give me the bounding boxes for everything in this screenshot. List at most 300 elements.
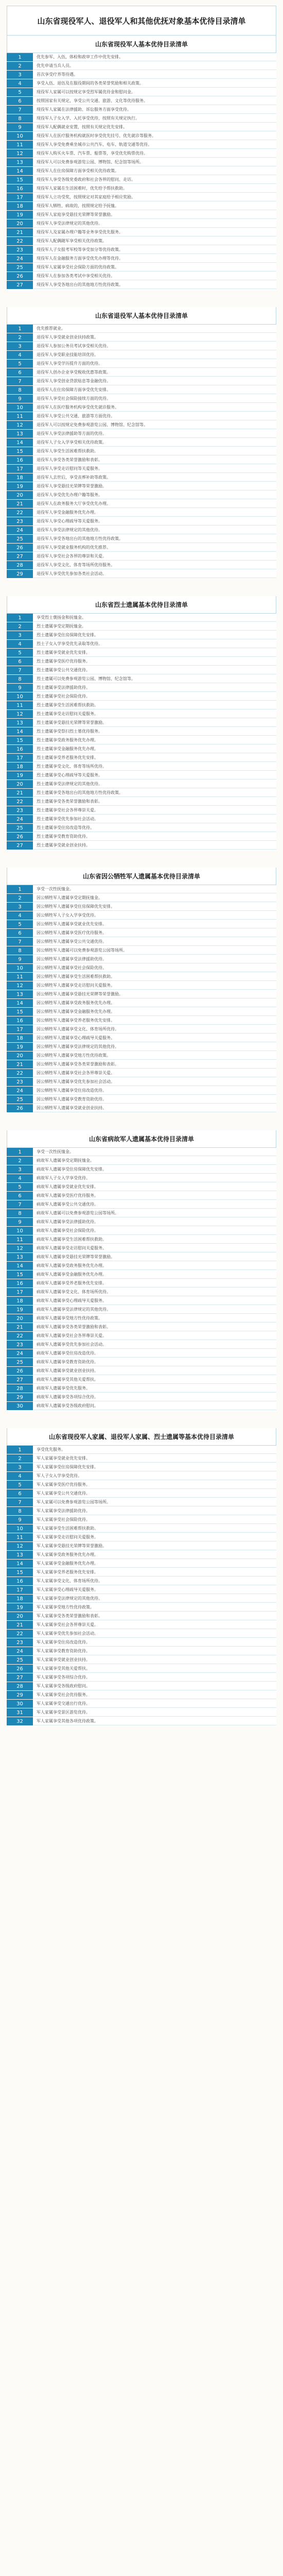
- list-item: [7, 202, 276, 211]
- item-text: 病故军人遗属享受定期抚恤金。: [33, 1157, 276, 1165]
- item-text: 因公牺牲军人遗属享受就业创业扶持。: [33, 1104, 276, 1112]
- item-number: 32: [7, 1717, 33, 1725]
- item-number: 2: [7, 1454, 33, 1463]
- item-text: 现役军人享受各级党委政府和社会各界的慰问、走访。: [33, 176, 276, 184]
- item-number: 6: [7, 657, 33, 666]
- item-text: 因公牺牲军人遗属享受就业优先安排。: [33, 920, 276, 928]
- item-number: 6: [7, 1489, 33, 1498]
- item-number: 25: [7, 1095, 33, 1104]
- item-number: 18: [7, 1595, 33, 1603]
- item-number: 4: [7, 911, 33, 920]
- list-item: [7, 1402, 276, 1411]
- list-item: [7, 1244, 276, 1253]
- item-number: 25: [7, 535, 33, 543]
- item-text: 病故军人遗属享受住房保障优先安排。: [33, 1165, 276, 1174]
- item-number: 27: [7, 281, 33, 289]
- item-text: 军人家属享受医疗优待服务。: [33, 1481, 276, 1489]
- item-number: 21: [7, 228, 33, 236]
- item-number: 20: [7, 1612, 33, 1620]
- item-number: 26: [7, 1665, 33, 1673]
- item-text: 现役军人家属在法律援助、诉讼服务方面享受优待。: [33, 106, 276, 114]
- list-item: [7, 885, 276, 894]
- item-number: 13: [7, 1551, 33, 1559]
- item-text: 烈士遗属享受优先参加社会活动。: [33, 815, 276, 823]
- list-item: [7, 736, 276, 745]
- item-text: 军人家属享受生活困难帮扶救助。: [33, 1524, 276, 1533]
- item-number: 10: [7, 403, 33, 412]
- list-item: [7, 193, 276, 202]
- list-item: [7, 1262, 276, 1270]
- item-text: 退役军人去世后，享受丧葬补助等政策。: [33, 473, 276, 482]
- item-number: 23: [7, 806, 33, 815]
- list-item: [7, 780, 276, 789]
- item-number: 8: [7, 675, 33, 683]
- item-number: 23: [7, 1341, 33, 1349]
- item-number: 5: [7, 649, 33, 657]
- list-item: [7, 815, 276, 824]
- list-item: [7, 727, 276, 736]
- section-gap: [7, 1411, 276, 1428]
- item-number: 9: [7, 955, 33, 963]
- item-text: 病故军人遗属享受住房改造优待。: [33, 1349, 276, 1358]
- section-title: 山东省烈士遗属基本优待目录清单: [7, 596, 276, 614]
- item-number: 13: [7, 430, 33, 438]
- list-item: [7, 903, 276, 911]
- item-number: 6: [7, 1192, 33, 1200]
- item-number: 26: [7, 833, 33, 841]
- item-number: 3: [7, 1165, 33, 1174]
- item-text: 病故军人遗属享受生活困难帮扶救助。: [33, 1235, 276, 1244]
- item-text: 因公牺牲军人遗属享受地方性优待政策。: [33, 1052, 276, 1060]
- item-number: 12: [7, 1244, 33, 1252]
- item-text: 因公牺牲军人遗属享受住房保障优先安排。: [33, 903, 276, 911]
- item-text: 现役军人家属享受社会保险方面的优待政策。: [33, 263, 276, 272]
- section-gap: [7, 290, 276, 307]
- item-number: 21: [7, 1323, 33, 1331]
- list-item: [7, 561, 276, 570]
- item-text: 因公牺牲军人遗属享受金融服务优先办理。: [33, 1008, 276, 1016]
- list-item: [7, 272, 276, 281]
- item-number: 20: [7, 219, 33, 228]
- list-item: [7, 1691, 276, 1700]
- list-item: [7, 88, 276, 97]
- sections-container: [7, 36, 276, 1726]
- item-number: 9: [7, 1218, 33, 1226]
- list-item: [7, 745, 276, 754]
- item-number: 27: [7, 841, 33, 850]
- list-item: [7, 824, 276, 833]
- item-number: 29: [7, 1691, 33, 1699]
- list-item: [7, 62, 276, 71]
- item-number: 13: [7, 719, 33, 727]
- list-item: [7, 1638, 276, 1647]
- list-item: [7, 1463, 276, 1472]
- list-item: [7, 710, 276, 719]
- item-text: 现役军人及家属办理户籍等业务享受优先服务。: [33, 228, 276, 236]
- list-item: [7, 1533, 276, 1542]
- list-item: [7, 1717, 276, 1726]
- item-text: 退役军人可以按规定免费参观游览公园、博物馆、纪念馆等。: [33, 421, 276, 429]
- item-number: 25: [7, 1656, 33, 1664]
- item-text: 因公牺牲军人遗属享受悬挂光荣牌等荣誉激励。: [33, 990, 276, 998]
- list-item: [7, 211, 276, 219]
- item-text: 病故军人遗属享受社会保险优待。: [33, 1227, 276, 1235]
- list-item: [7, 981, 276, 990]
- list-item: [7, 1060, 276, 1069]
- item-text: 现役军人享受免费乘坐城市公共汽车、电车、轨道交通等优待。: [33, 141, 276, 149]
- list-item: [7, 1682, 276, 1691]
- list-item: [7, 1507, 276, 1516]
- item-text: 享受一次性抚恤金。: [33, 885, 276, 893]
- item-text: 享受优先服务。: [33, 1446, 276, 1454]
- item-text: 病故军人遗属享受各项综合优待。: [33, 1393, 276, 1401]
- item-number: 3: [7, 903, 33, 911]
- list-item: [7, 517, 276, 526]
- list-item: [7, 1200, 276, 1209]
- list-item: [7, 421, 276, 430]
- item-text: 退役军人享受优先参加各类社会活动。: [33, 570, 276, 578]
- item-number: 4: [7, 1472, 33, 1480]
- item-number: 15: [7, 176, 33, 184]
- list-item: [7, 1612, 276, 1621]
- item-number: 22: [7, 1069, 33, 1077]
- item-number: 18: [7, 473, 33, 482]
- item-text: 首次享受疗养等待遇。: [33, 71, 276, 79]
- list-item: [7, 184, 276, 193]
- item-text: 病故军人遗属享受文化、体育场所优待。: [33, 1288, 276, 1296]
- item-number: 14: [7, 1262, 33, 1270]
- item-number: 20: [7, 1314, 33, 1323]
- item-number: 12: [7, 149, 33, 158]
- list-item: [7, 1078, 276, 1087]
- item-text: 退役军人享受优先办理户籍等服务。: [33, 491, 276, 499]
- item-text: 烈士遗属享受各类荣誉激励和表彰。: [33, 798, 276, 806]
- item-number: 2: [7, 622, 33, 631]
- item-number: 1: [7, 325, 33, 333]
- item-number: 16: [7, 456, 33, 464]
- item-text: 现役军人家庭享受悬挂光荣牌等荣誉激励。: [33, 211, 276, 219]
- list-item: [7, 333, 276, 342]
- item-number: 10: [7, 692, 33, 701]
- item-text: 退役军人在政务服务大厅享受优先办理。: [33, 500, 276, 508]
- item-text: 退役军人享受就业创业扶持政策。: [33, 333, 276, 342]
- item-number: 18: [7, 1034, 33, 1042]
- item-text: 现役军人享受法律规定的其他优待。: [33, 219, 276, 228]
- item-number: 1: [7, 1148, 33, 1156]
- item-number: 2: [7, 333, 33, 342]
- list-item: [7, 1052, 276, 1060]
- item-number: 5: [7, 1481, 33, 1489]
- item-text: 因公牺牲军人遗属享受法律援助优待。: [33, 955, 276, 963]
- item-number: 17: [7, 193, 33, 201]
- item-number: 9: [7, 684, 33, 692]
- item-text: 烈士遗属享受走访慰问关爱服务。: [33, 710, 276, 718]
- item-number: 20: [7, 1052, 33, 1060]
- list-item: [7, 1586, 276, 1595]
- item-text: 因公牺牲军人遗属享受法律规定的其他优待。: [33, 1043, 276, 1051]
- list-item: [7, 1708, 276, 1717]
- list-item: [7, 1647, 276, 1656]
- list-item: [7, 1542, 276, 1551]
- item-text: 军人家属享受社会各界尊崇关爱。: [33, 1621, 276, 1629]
- list-item: [7, 1016, 276, 1025]
- item-text: 因公牺牲军人遗属享受各类荣誉激励和表彰。: [33, 1060, 276, 1069]
- list-item: [7, 1165, 276, 1174]
- item-text: 病故军人遗属享受公共交通优待。: [33, 1200, 276, 1209]
- item-number: 30: [7, 1700, 33, 1708]
- item-number: 17: [7, 465, 33, 473]
- item-text: 现役军人子女报考军校等享受加分等优待政策。: [33, 246, 276, 254]
- item-number: 26: [7, 272, 33, 280]
- item-text: 烈士遗属享受医疗优待服务。: [33, 657, 276, 666]
- list-item: [7, 1568, 276, 1577]
- item-number: 12: [7, 1542, 33, 1550]
- item-number: 27: [7, 1673, 33, 1682]
- list-item: [7, 1577, 276, 1586]
- item-text: 军人家属享受就业优先安排。: [33, 1454, 276, 1463]
- list-item: [7, 106, 276, 114]
- item-text: 军人家属享受各类荣誉激励和表彰。: [33, 1612, 276, 1620]
- item-number: 15: [7, 1008, 33, 1016]
- item-text: 现役军人享受各地出台的其他地方性优待政策。: [33, 281, 276, 289]
- item-number: 7: [7, 377, 33, 385]
- list-item: [7, 263, 276, 272]
- item-number: 12: [7, 710, 33, 718]
- item-number: 26: [7, 1104, 33, 1112]
- item-text: 烈士遗属享受住房保障优先安排。: [33, 631, 276, 639]
- item-number: 26: [7, 1367, 33, 1375]
- list-item: [7, 1673, 276, 1682]
- page-title: 山东省现役军人、退役军人和其他优抚对象基本优待目录清单: [7, 6, 276, 36]
- item-text: 现役军人配偶就业安置，按照有关规定优先安排。: [33, 123, 276, 131]
- list-item: [7, 771, 276, 780]
- item-text: 退役军人享受就业服务机构的优先推荐。: [33, 544, 276, 552]
- item-number: 14: [7, 1560, 33, 1568]
- item-number: 12: [7, 981, 33, 990]
- list-item: [7, 132, 276, 141]
- list-item: [7, 1367, 276, 1376]
- list-item: [7, 990, 276, 999]
- list-item: [7, 798, 276, 806]
- item-text: 病故军人遗属享受优先服务。: [33, 1384, 276, 1393]
- item-number: 4: [7, 1174, 33, 1182]
- list-item: [7, 228, 276, 237]
- item-number: 17: [7, 754, 33, 762]
- item-number: 2: [7, 1157, 33, 1165]
- item-text: 军人家属享受就业创业扶持。: [33, 1656, 276, 1664]
- list-item: [7, 526, 276, 535]
- list-section: [7, 1428, 276, 1726]
- item-text: 退役军人享受职业技能培训优待。: [33, 351, 276, 359]
- item-number: 10: [7, 132, 33, 140]
- list-item: [7, 833, 276, 841]
- item-number: 11: [7, 141, 33, 149]
- list-item: [7, 167, 276, 176]
- item-text: 烈士遗属享受各地出台的其他地方性优待政策。: [33, 789, 276, 797]
- item-number: 11: [7, 412, 33, 420]
- list-item: [7, 473, 276, 482]
- item-text: 军人家属享受社会优待服务。: [33, 1691, 276, 1699]
- item-text: 烈士遗属享受祭扫烈士墓优待服务。: [33, 727, 276, 736]
- item-text: 病故军人遗属享受各类荣誉激励和表彰。: [33, 1323, 276, 1331]
- item-text: 退役军人享受心理疏导等关爱服务。: [33, 517, 276, 526]
- list-item: [7, 1095, 276, 1104]
- item-number: 21: [7, 1060, 33, 1069]
- item-text: 烈士遗属享受法律规定的其他优待。: [33, 780, 276, 788]
- item-text: 因公牺牲军人遗属享受公共交通优待。: [33, 938, 276, 946]
- item-text: 退役军人享受各地出台的其他地方性优待政策。: [33, 535, 276, 543]
- item-text: 烈士遗属享受社会各界尊崇关爱。: [33, 806, 276, 815]
- item-number: 29: [7, 570, 33, 578]
- list-item: [7, 1665, 276, 1673]
- item-number: 12: [7, 421, 33, 429]
- item-text: 军人家属享受其他各项优待政策。: [33, 1717, 276, 1725]
- item-text: 病故军人遗属享受地方性优待政策。: [33, 1314, 276, 1323]
- item-number: 1: [7, 1446, 33, 1454]
- item-number: 9: [7, 395, 33, 403]
- item-number: 5: [7, 360, 33, 368]
- list-section: [7, 1130, 276, 1411]
- item-text: 退役军人享受走访慰问等关爱服务。: [33, 465, 276, 473]
- item-number: 29: [7, 1393, 33, 1401]
- item-number: 19: [7, 1603, 33, 1612]
- item-number: 18: [7, 762, 33, 771]
- item-number: 28: [7, 1682, 33, 1690]
- item-number: 16: [7, 1279, 33, 1287]
- item-text: 烈士遗属享受社会保险优待。: [33, 692, 276, 701]
- item-text: 退役军人子女入学享受相关优待政策。: [33, 438, 276, 447]
- item-text: 优先推荐就业。: [33, 325, 276, 333]
- list-item: [7, 1043, 276, 1052]
- item-text: 因公牺牲军人遗属享受定期抚恤金。: [33, 894, 276, 902]
- item-number: 19: [7, 1306, 33, 1314]
- item-text: 现役军人购买火车票、汽车票、船票等，享受优先购票优待。: [33, 149, 276, 158]
- item-number: 19: [7, 211, 33, 219]
- item-number: 11: [7, 1235, 33, 1244]
- item-number: 20: [7, 780, 33, 788]
- item-number: 25: [7, 1358, 33, 1366]
- item-text: 军人家属享受政务服务优先办理。: [33, 1551, 276, 1559]
- item-text: 退役军人参加公务员考试享受相关优待。: [33, 342, 276, 350]
- list-item: [7, 1034, 276, 1043]
- list-item: [7, 1454, 276, 1463]
- item-text: 现役军人家属可以按规定享受烈军属优待金和慰问金。: [33, 88, 276, 96]
- item-text: 因公牺牲军人遗属可以免费参观游览公园等场所。: [33, 946, 276, 955]
- item-text: 因公牺牲军人遗属享受文化、体育场所优待。: [33, 1025, 276, 1033]
- section-gap: [7, 579, 276, 596]
- section-title: 山东省退役军人基本优待目录清单: [7, 307, 276, 325]
- item-text: 烈士遗属享受公共交通优待。: [33, 666, 276, 674]
- item-text: 烈士遗属享受住房改造等优待。: [33, 824, 276, 832]
- section-gap: [7, 1113, 276, 1130]
- item-text: 现役军人可以免费参观游览公园、博物馆、纪念馆等场所。: [33, 158, 276, 166]
- item-number: 11: [7, 973, 33, 981]
- list-item: [7, 1227, 276, 1235]
- list-item: [7, 684, 276, 692]
- item-text: 享受入伍、退伍及在服役期间的各类荣誉奖励和相关政策。: [33, 79, 276, 88]
- list-item: [7, 762, 276, 771]
- item-number: 9: [7, 1516, 33, 1524]
- item-text: 军人家属享受住房改造优待。: [33, 1638, 276, 1647]
- list-item: [7, 1516, 276, 1524]
- list-item: [7, 412, 276, 421]
- list-item: [7, 1270, 276, 1279]
- item-number: 23: [7, 246, 33, 254]
- item-text: 退役军人享受社会各界的尊崇和关爱。: [33, 552, 276, 561]
- item-number: 4: [7, 640, 33, 648]
- item-number: 14: [7, 167, 33, 175]
- item-number: 13: [7, 1253, 33, 1261]
- item-number: 24: [7, 255, 33, 263]
- item-number: 14: [7, 438, 33, 447]
- list-item: [7, 1253, 276, 1262]
- list-item: [7, 1104, 276, 1113]
- item-number: 1: [7, 53, 33, 61]
- list-item: [7, 1069, 276, 1078]
- item-number: 3: [7, 1463, 33, 1471]
- item-text: 因公牺牲军人子女入学享受优待。: [33, 911, 276, 920]
- item-text: 因公牺牲军人遗属享受社会保险优待。: [33, 964, 276, 972]
- list-item: [7, 911, 276, 920]
- list-item: [7, 841, 276, 850]
- item-number: 7: [7, 666, 33, 674]
- item-number: 10: [7, 964, 33, 972]
- list-item: [7, 649, 276, 657]
- item-number: 26: [7, 544, 33, 552]
- item-number: 30: [7, 1402, 33, 1410]
- list-item: [7, 1551, 276, 1560]
- item-number: 16: [7, 1016, 33, 1025]
- item-text: 军人家属享受各项综合优待。: [33, 1673, 276, 1682]
- item-text: 优先申请当兵人员。: [33, 62, 276, 70]
- item-number: 22: [7, 798, 33, 806]
- list-section: [7, 36, 276, 290]
- item-text: 军人家属享受法律援助优待。: [33, 1507, 276, 1515]
- item-number: 18: [7, 1297, 33, 1305]
- item-number: 15: [7, 1568, 33, 1577]
- item-text: 退役军人享受生活困难帮扶救助。: [33, 447, 276, 455]
- item-number: 28: [7, 561, 33, 569]
- item-number: 2: [7, 894, 33, 902]
- list-item: [7, 955, 276, 964]
- list-item: [7, 806, 276, 815]
- item-text: 军人子女入学享受优待。: [33, 1472, 276, 1480]
- list-item: [7, 465, 276, 473]
- item-text: 烈士遗属享受金融服务优先办理。: [33, 745, 276, 753]
- list-item: [7, 158, 276, 167]
- list-item: [7, 1288, 276, 1297]
- item-text: 军人家属享受各级政府慰问。: [33, 1682, 276, 1690]
- item-text: 军人家属可以免费参观游览公园等场所。: [33, 1498, 276, 1506]
- list-item: [7, 176, 276, 184]
- list-item: [7, 281, 276, 290]
- item-text: 退役军人享受学历提升方面的优待。: [33, 360, 276, 368]
- item-text: 病故军人遗属享受其他关爱帮扶。: [33, 1376, 276, 1384]
- item-number: 7: [7, 1200, 33, 1209]
- item-text: 现役军人牺牲、病故的，按照规定给予抚恤。: [33, 202, 276, 210]
- item-text: 军人家属享受法律规定的其他优待。: [33, 1595, 276, 1603]
- item-number: 3: [7, 631, 33, 639]
- list-item: [7, 1603, 276, 1612]
- item-number: 5: [7, 920, 33, 928]
- item-number: 8: [7, 1209, 33, 1217]
- item-number: 1: [7, 614, 33, 622]
- item-text: 军人家属享受心理疏导关爱服务。: [33, 1586, 276, 1594]
- list-item: [7, 351, 276, 360]
- list-item: [7, 1376, 276, 1384]
- item-text: 退役军人享受法律援助等方面的优待。: [33, 430, 276, 438]
- list-section: [7, 596, 276, 850]
